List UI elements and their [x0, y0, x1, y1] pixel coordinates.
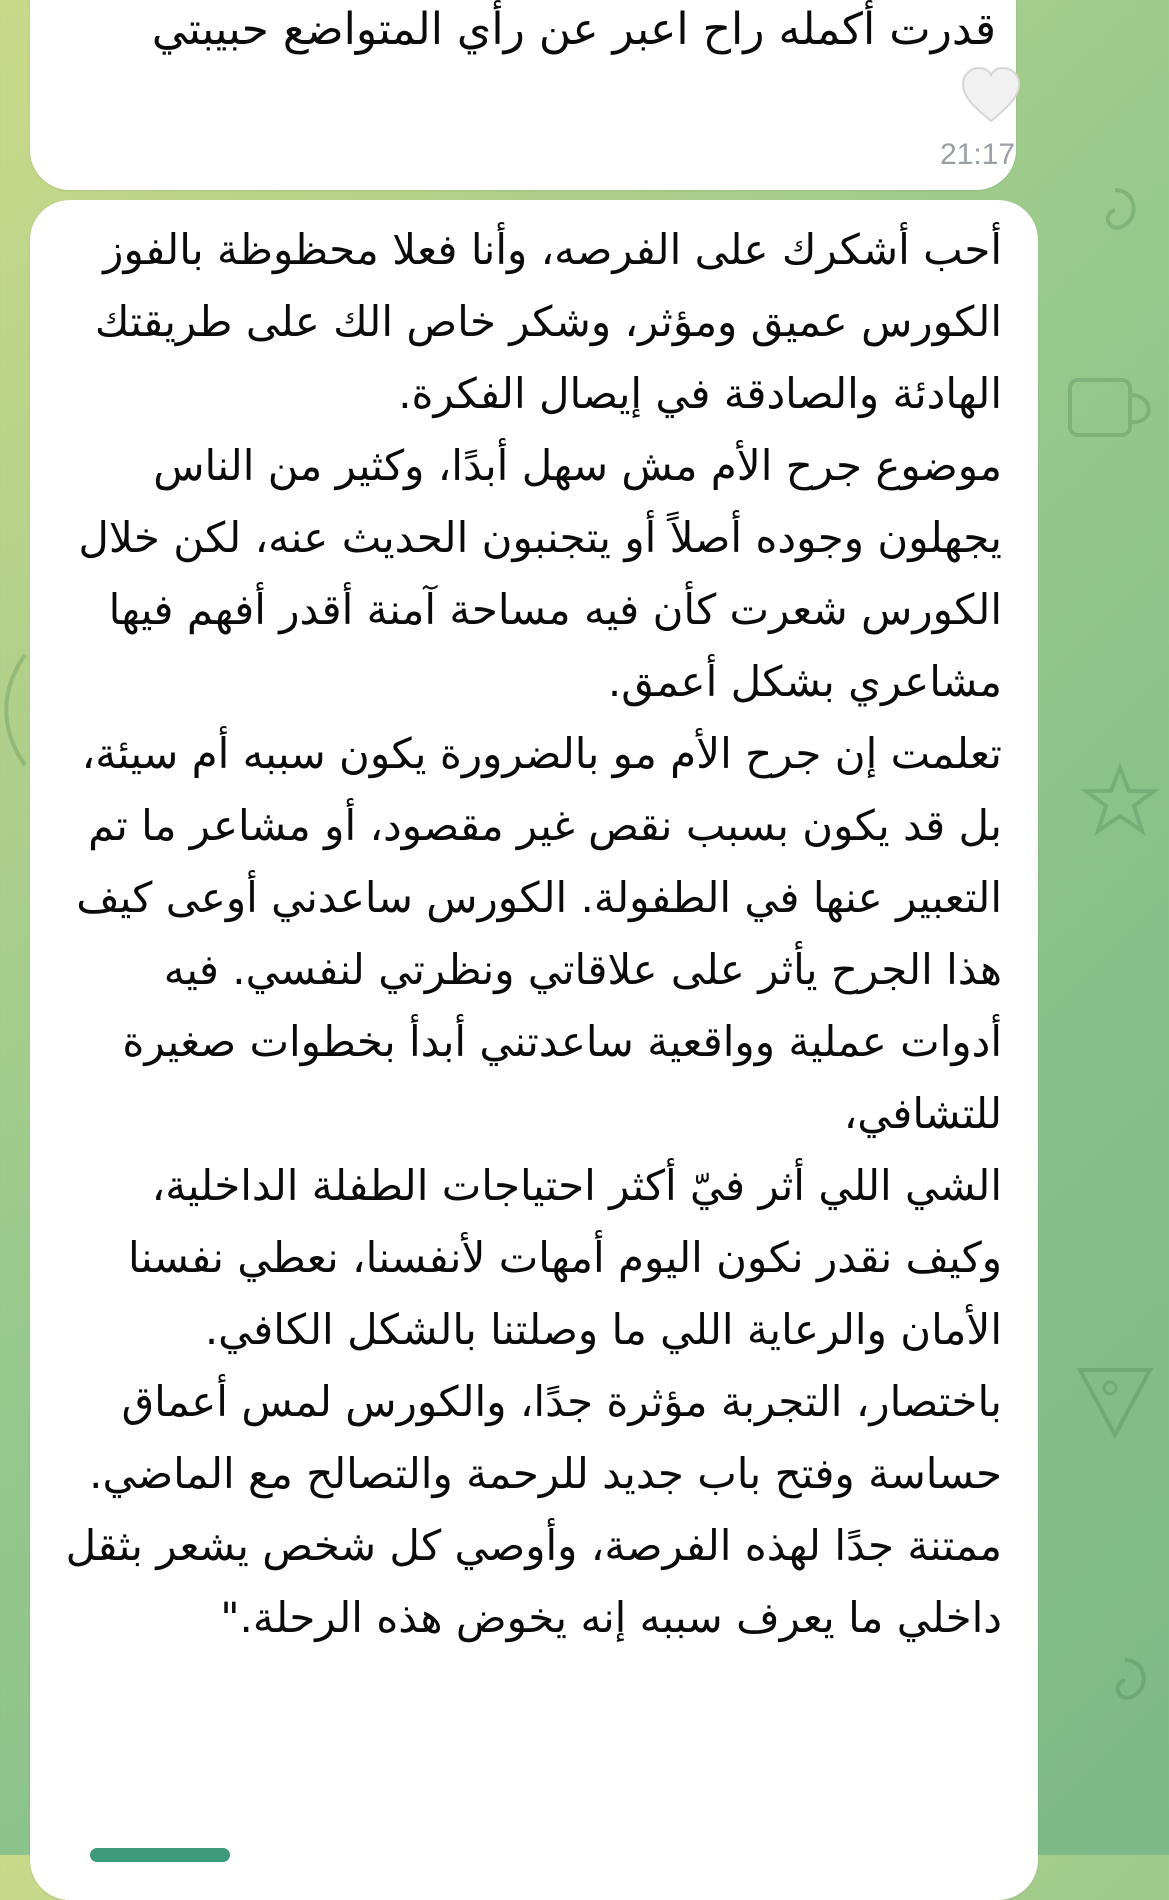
swirl-doodle-icon [1080, 180, 1150, 250]
message-bubble[interactable] [30, 0, 1016, 190]
pizza-doodle-icon [1070, 1350, 1160, 1440]
mug-doodle-icon [1060, 360, 1160, 450]
reply-button-edge[interactable] [90, 1848, 230, 1862]
swirl-doodle-icon [1090, 1650, 1160, 1720]
white-heart-icon[interactable] [960, 65, 1022, 125]
leaf-doodle-icon [0, 650, 30, 770]
message-text: قدرت أكمله راح اعبر عن رأي المتواضع حبيبتي [151, 4, 996, 55]
message-bubble[interactable] [30, 200, 1038, 1900]
message-timestamp: 21:17 [940, 138, 1016, 171]
message-text: أحب أشكرك على الفرصه، وأنا فعلا محظوظة بالفوز الكورس عميق ومؤثر، وشكر خاص الك على طريقتك الهادئة والصادقة في إيصال الفكرة. موضوع جرح الأم مش سهل أبدًا، وكثير من الناس يجهلون وجوده أصلاً أو يتجنبون الحديث عنه، لكن خلال الكورس شعرت كأن فيه مساحة آمنة أقدر أفهم فيها مشاعري بشكل أعمق. تعلمت إن جرح الأم مو بالضرورة يكون سببه أم سيئة، بل قد يكون بسبب نقص غير مقصود، أو مشاعر ما تم التعبير عنها في الطفولة. الكورس ساعدني أوعى كيف هذا الجرح يأثر على علاقاتي ونظرتي لنفسي. فيه أدوات عملية وواقعية ساعدتني أبدأ بخطوات صغيرة للتشافي، الشي اللي أثر فيّ أكثر احتياجات الطفلة الداخلية، وكيف نقدر نكون اليوم أمهات لأنفسنا، نعطي نفسنا الأمان والرعاية اللي ما وصلتنا بالشكل الكافي. باختصار، التجربة مؤثرة جدًا، والكورس لمس أعماق حساسة وفتح باب جديد للرحمة والتصالح مع الماضي. ممتنة جدًا لهذه الفرصة، وأوصي كل شخص يشعر بثقل داخلي ما يعرف سببه إنه يخوض هذه الرحلة." [65, 225, 1002, 1642]
star-doodle-icon [1080, 760, 1160, 840]
